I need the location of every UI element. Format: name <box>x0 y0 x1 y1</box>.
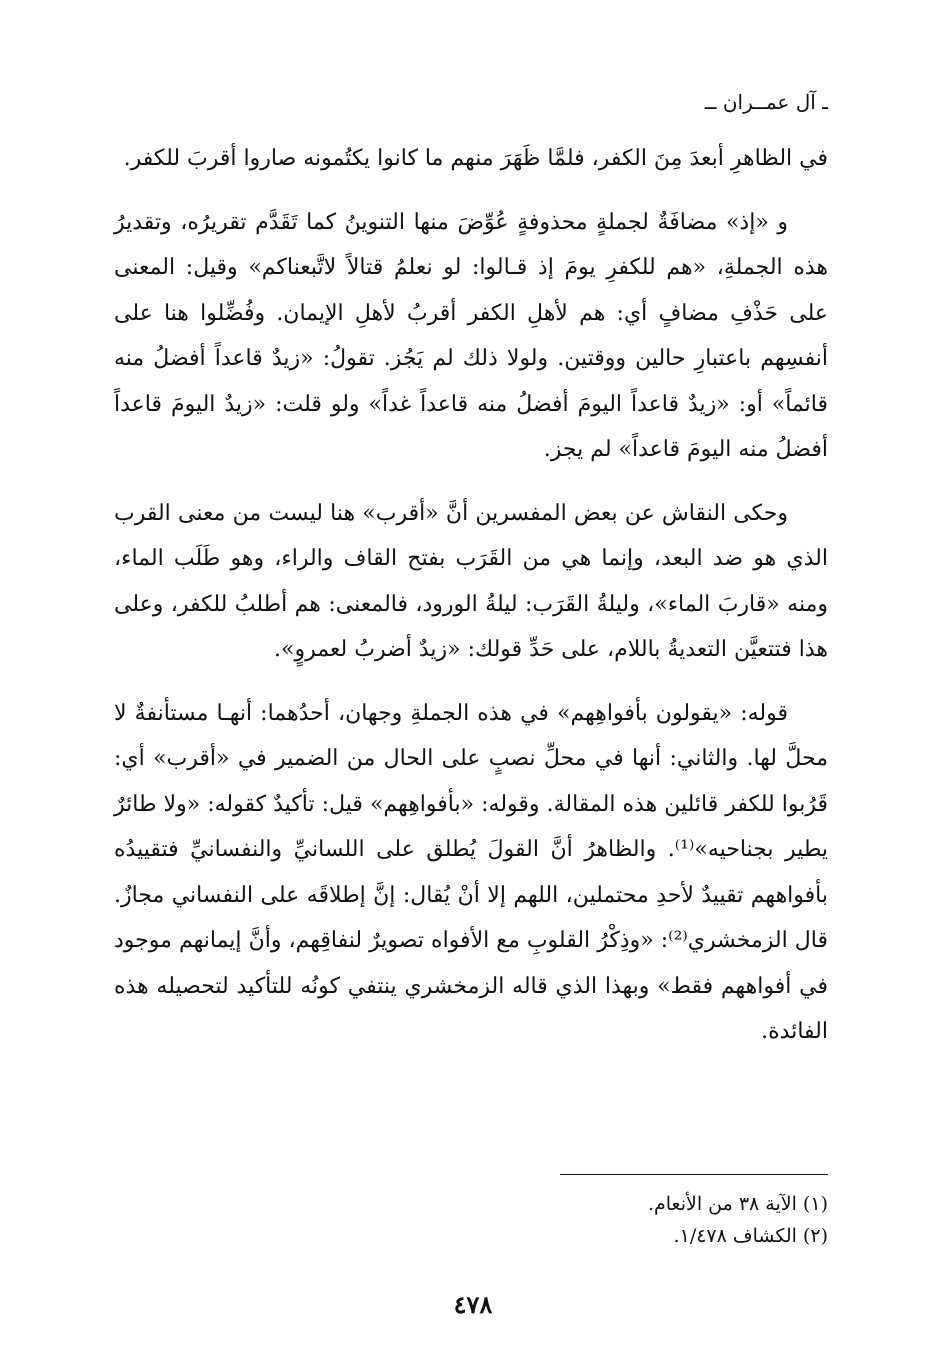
footnote-1: (١) الآية ٣٨ من الأنعام. <box>647 1193 828 1215</box>
footnotes <box>114 1188 828 1252</box>
main-text <box>114 136 828 1055</box>
paragraph-3: وحكى النقاش عن بعض المفسرين أنَّ «أقرب» هنا ليست من معنى القرب الذي هو ضد البعد، وإنما هي من القَرَب بفتح القاف والراء، وهو طَلَب الماء، ومنه «قاربَ الماء»، وليلةُ القَرَب: ليلةُ الورود، فالمعنى: هم أطلبُ للكفر، وعلى هذا فتتعيَّن التعديةُ باللام، على حَدِّ قولك: «زيدٌ أضربُ لعمروٍ». <box>114 500 828 662</box>
footnote-2: (٢) الكشاف ١/٤٧٨. <box>673 1225 828 1247</box>
running-head: ـ آل عمــران ــ <box>704 90 828 114</box>
paragraph-2: و «إذ» مضافَةٌ لجملةٍ محذوفةٍ عُوِّضَ منها التنوينُ كما تَقَدَّم تقريرُه، وتقديرُ هذه الجملةِ، «هم للكفرِ يومَ إذ قـالوا: لو نعلمُ قتالاً لاتَّبعناكم» وقيل: المعنى على حَذْفِ مضافٍ أي: هم لأهلِ الكفر أقربُ لأهلِ الإيمان. وفُضِّلوا هنا على أنفسِهم باعتبارِ حالين ووقتين. ولولا ذلك لم يَجُز. تقولُ: «زيدٌ قاعداً أفضلُ منه قائماً» أو: «زيدٌ قاعداً اليومَ أفضلُ منه قاعداً غداً» ولو قلت: «زيدٌ اليومَ قاعداً أفضلُ منه اليومَ قاعداً» لم يجز. <box>114 209 828 462</box>
footnote-separator <box>560 1174 828 1175</box>
paragraph-4: قوله: «يقولون بأفواهِهم» في هذه الجملةِ وجهان، أحدُهما: أنهـا مستأنفةٌ لا محلَّ لها. والثاني: أنها في محلِّ نصبٍ على الحال من الضمير في «أقرب» أي: قَرُبوا للكفر قائلين هذه المقالة. وقوله: «بأفواهِهم» قيل: تأكيدٌ كقوله: «ولا طائرٌ يطير بجناحيه»⁽¹⁾. والظاهرُ أنَّ القولَ يُطلق على اللسانيِّ والنفسانيِّ فتقييدُه بأفواههم تقييدٌ لأحدِ محتملين، اللهم إلا أنْ يُقال: إنَّ إطلاقَه على النفساني مجازٌ. قال الزمخشري⁽²⁾: «وذِكْرُ القلوبِ مع الأفواه تصويرٌ لنفاقِهم، وأنَّ إيمانهم موجود في أفواههم فقط» وبهذا الذي قاله الزمخشري ينتفي كونُه للتأكيد لتحصيله هذه الفائدة. <box>114 700 828 1044</box>
paragraph-1: في الظاهرِ أبعدَ مِنَ الكفر، فلمَّا ظَهَرَ منهم ما كانوا يكتُمونه صاروا أقربَ للكفر. <box>123 146 828 171</box>
page-number: ٤٧٨ <box>453 1290 493 1319</box>
